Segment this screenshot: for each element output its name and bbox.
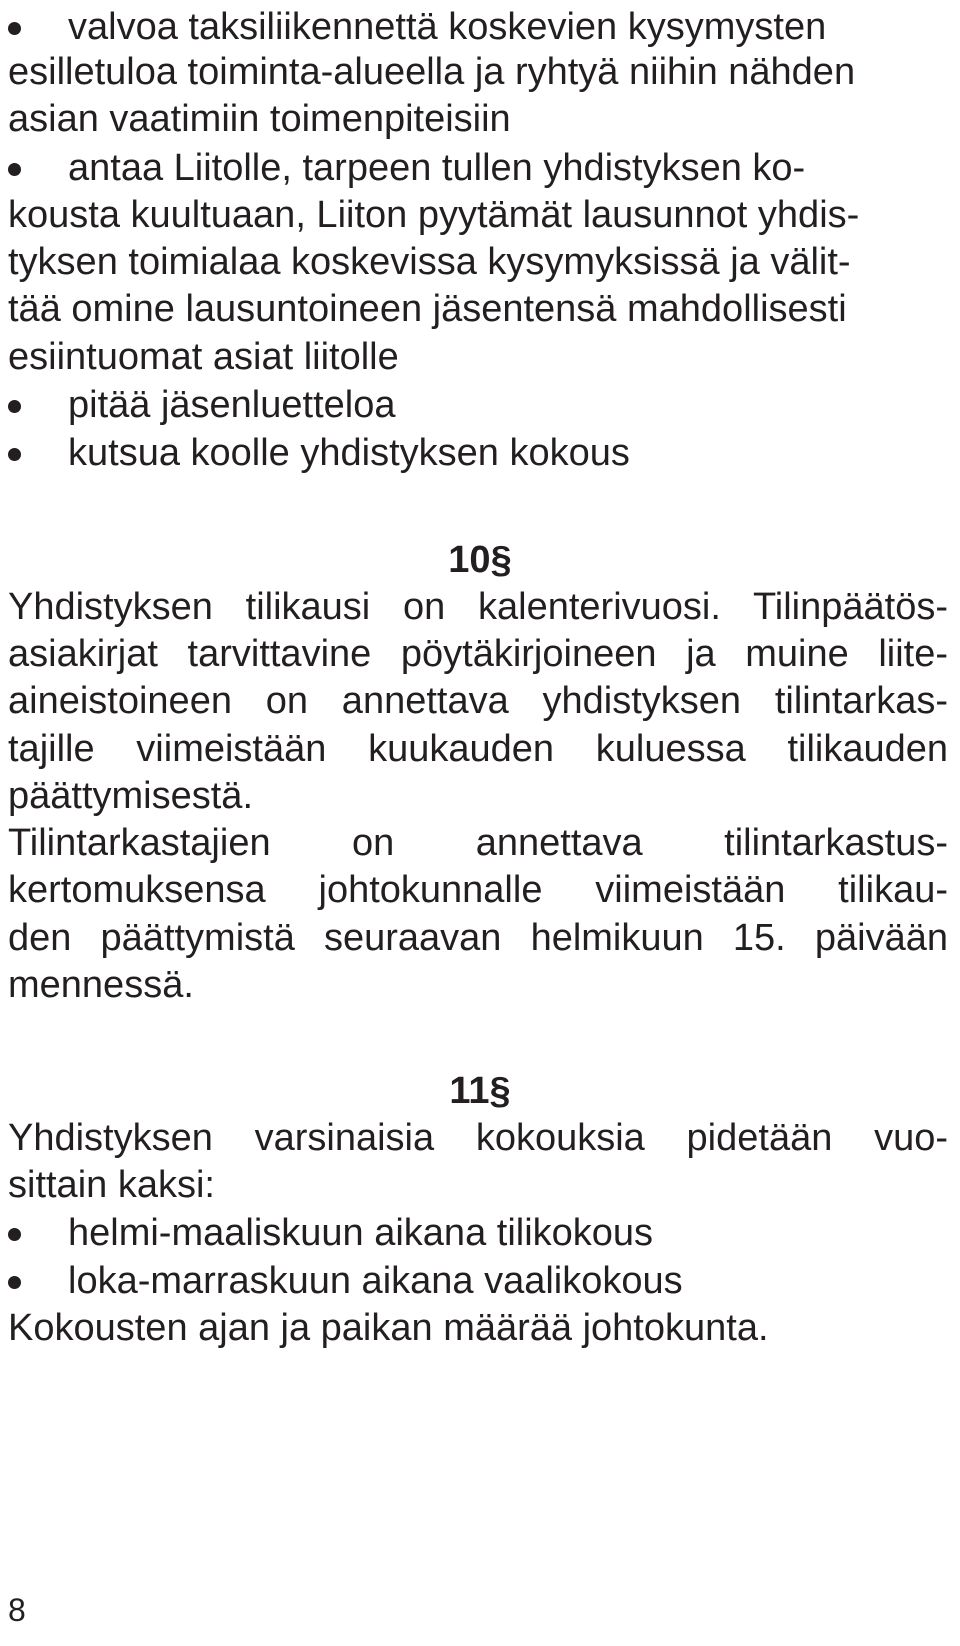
- bullet-icon: [8, 22, 21, 35]
- bullet-icon: [8, 1276, 21, 1289]
- bullet-icon: [8, 400, 21, 413]
- section-heading: 10§: [448, 539, 512, 581]
- text-line: Yhdistyksen varsinaisia kokouksia pidetään vuo-: [8, 1117, 948, 1159]
- text-line: tää omine lausuntoineen jäsentensä mahdollisesti: [8, 288, 847, 330]
- text-line: Tilintarkastajien on annettava tilintarkastus-: [8, 822, 948, 864]
- text-line: mennessä.: [8, 964, 194, 1006]
- text-line: tajille viimeistään kuukauden kuluessa tilikauden: [8, 728, 948, 770]
- text-line: Kokousten ajan ja paikan määrää johtokunta.: [8, 1307, 769, 1349]
- page-number: 8: [8, 1592, 26, 1628]
- section-heading: 11§: [449, 1070, 511, 1112]
- bullet-icon: [8, 1228, 21, 1241]
- text-line: asian vaatimiin toimenpiteisiin: [8, 98, 511, 140]
- text-line: tyksen toimialaa koskevissa kysymyksissä ja välit-: [8, 241, 851, 283]
- text-line: Yhdistyksen tilikausi on kalenterivuosi. Tilinpäätös-: [8, 586, 948, 628]
- text-line: päättymisestä.: [8, 775, 253, 817]
- text-line: antaa Liitolle, tarpeen tullen yhdistyksen ko-: [68, 147, 806, 189]
- bullet-icon: [8, 163, 21, 176]
- text-line: kutsua koolle yhdistyksen kokous: [68, 432, 630, 474]
- text-line: den päättymistä seuraavan helmikuun 15. päivään: [8, 917, 948, 959]
- bullet-icon: [8, 448, 21, 461]
- text-line: loka-marraskuun aikana vaalikokous: [68, 1260, 683, 1302]
- text-line: aineistoineen on annettava yhdistyksen tilintarkas-: [8, 680, 948, 722]
- text-line: pitää jäsenluetteloa: [68, 384, 396, 426]
- text-line: valvoa taksiliikennettä koskevien kysymysten: [68, 6, 827, 48]
- text-line: sittain kaksi:: [8, 1164, 215, 1206]
- text-line: kertomuksensa johtokunnalle viimeistään tilikau-: [8, 869, 948, 911]
- text-line: esiintuomat asiat liitolle: [8, 336, 399, 378]
- text-line: esilletuloa toiminta-alueella ja ryhtyä niihin nähden: [8, 51, 856, 93]
- text-line: asiakirjat tarvittavine pöytäkirjoineen ja muine liite-: [8, 633, 948, 675]
- text-line: kousta kuultuaan, Liiton pyytämät lausunnot yhdis-: [8, 194, 860, 236]
- text-line: helmi-maaliskuun aikana tilikokous: [68, 1212, 654, 1254]
